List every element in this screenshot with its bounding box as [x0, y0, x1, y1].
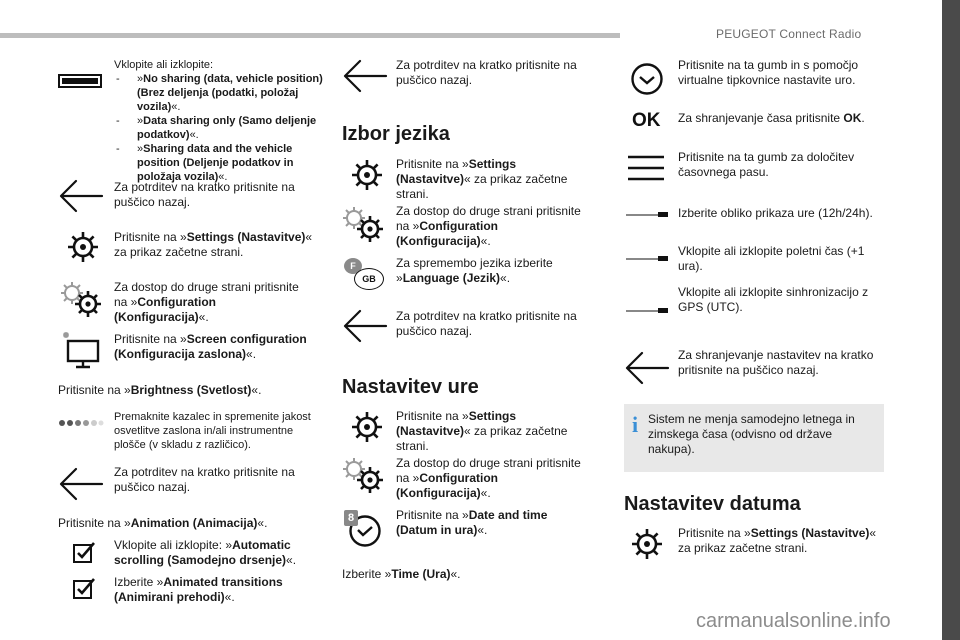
screen-configuration-icon	[58, 330, 104, 370]
language-bubble-f: F	[344, 258, 362, 274]
checkbox-checked-icon	[72, 576, 96, 600]
header-title: PEUGEOT Connect Radio	[716, 27, 862, 41]
page-sidebar	[942, 0, 960, 640]
col2-datetime-text: Pritisnite na »Date and time (Datum in ura)«.	[396, 508, 548, 537]
toggle-line-icon	[624, 210, 670, 220]
settings-gear-icon	[350, 158, 384, 192]
ok-icon: OK	[632, 110, 661, 131]
page-dot: .	[925, 592, 929, 606]
checkbox-checked-icon	[72, 540, 96, 564]
slider-dots-icon	[58, 418, 104, 428]
col3-save-text: Za shranjevanje nastavitev na kratko pritisnite na puščico nazaj.	[678, 348, 874, 377]
col1-brightness-text: Pritisnite na »Brightness (Svetlost)«.	[58, 383, 262, 397]
back-arrow-icon	[58, 178, 104, 214]
col1-transitions-text: Izberite »Animated transitions (Animirani prehodi)«.	[114, 575, 283, 604]
time-section-title: Nastavitev ure	[342, 376, 479, 398]
menu-lines-icon	[626, 154, 666, 182]
col2-language-text: Za spremembo jezika izberite »Language (Jezik)«.	[396, 256, 553, 285]
sharing-option-2: - »Data sharing only (Samo deljenje podatkov)«.	[116, 115, 317, 141]
col2-timeura-text: Izberite »Time (Ura)«.	[342, 567, 461, 581]
calendar-badge: 8	[344, 510, 358, 526]
col1-settings-text: Pritisnite na »Settings (Nastavitve)« za prikaz začetne strani.	[114, 230, 313, 259]
page-number: 17	[924, 612, 938, 626]
back-arrow-icon	[58, 466, 104, 502]
language-section-title: Izbor jezika	[342, 123, 450, 145]
settings-gear-icon	[630, 527, 664, 561]
col3-summer-text: Vklopite ali izklopite poletni čas (+1 ura).	[678, 244, 865, 273]
back-arrow-icon	[624, 350, 670, 386]
col1-config-text: Za dostop do druge strani pritisnite na »Configuration (Konfiguracija)«.	[114, 280, 299, 324]
configuration-gears-icon	[340, 205, 388, 245]
sharing-options	[114, 72, 324, 184]
configuration-gears-icon	[340, 456, 388, 496]
language-bubble-gb: GB	[354, 268, 384, 290]
col3-format-text: Izberite obliko prikaza ure (12h/24h).	[678, 206, 873, 220]
col2-settings-text: Pritisnite na »Settings (Nastavitve)« za prikaz začetne strani.	[396, 157, 568, 201]
col1-back-text-1: Za potrditev na kratko pritisnite na puščico nazaj.	[114, 180, 295, 209]
col3-ok-text: Za shranjevanje časa pritisnite OK.	[678, 111, 865, 125]
settings-gear-icon	[350, 410, 384, 444]
col1-slider-text: Premaknite kazalec in spremenite jakost osvetlitve zaslona in/ali instrumentne plošče (v skladu z različico).	[114, 411, 311, 451]
back-arrow-icon	[342, 58, 388, 94]
col2-settings-text-2: Pritisnite na »Settings (Nastavitve)« za prikaz začetne strani.	[396, 409, 568, 453]
sharing-option-3: - »Sharing data and the vehicle position (Deljenje podatkov in položaja vozila)«.	[116, 143, 294, 183]
col1-back-text-2: Za potrditev na kratko pritisnite na puščico nazaj.	[114, 465, 295, 494]
toggle-line-icon	[624, 254, 670, 264]
col2-back-text-2: Za potrditev na kratko pritisnite na puščico nazaj.	[396, 309, 577, 338]
date-section-title: Nastavitev datuma	[624, 493, 801, 515]
info-icon: i	[632, 412, 639, 437]
settings-gear-icon	[66, 230, 100, 264]
language-bubbles-icon	[344, 256, 386, 292]
note-text: Sistem ne menja samodejno letnega in zimskega časa (odvisno od države nakupa).	[648, 412, 855, 456]
col2-back-text-1: Za potrditev na kratko pritisnite na puščico nazaj.	[396, 58, 577, 87]
col3-keyboard-text: Pritisnite na ta gumb in s pomočjo virtualne tipkovnice nastavite uro.	[678, 58, 859, 87]
col2-config-text-2: Za dostop do druge strani pritisnite na »Configuration (Konfiguracija)«.	[396, 456, 581, 500]
back-arrow-icon	[342, 308, 388, 344]
sharing-block	[114, 58, 324, 184]
col1-autoscroll-text: Vklopite ali izklopite: »Automatic scrolling (Samodejno drsenje)«.	[114, 538, 297, 567]
col3-gps-text: Vklopite ali izklopite sinhronizacijo z GPS (UTC).	[678, 285, 869, 314]
col3-settings-text: Pritisnite na »Settings (Nastavitve)« za prikaz začetne strani.	[678, 526, 877, 555]
date-time-icon	[344, 510, 384, 550]
toggle-line-icon	[624, 306, 670, 316]
sharing-intro: Vklopite ali izklopite:	[114, 59, 214, 71]
sharing-option-1: - »No sharing (data, vehicle position) (Brez deljenja (podatki, položaj vozila)«.	[116, 73, 323, 113]
note-box	[624, 404, 884, 472]
col3-timezone-text: Pritisnite na ta gumb za določitev časovnega pasu.	[678, 150, 855, 179]
configuration-gears-icon	[58, 280, 106, 320]
toggle-switch-icon	[58, 74, 102, 88]
watermark: carmanualsonline.info	[696, 610, 891, 632]
col2-config-text: Za dostop do druge strani pritisnite na »Configuration (Konfiguracija)«.	[396, 204, 581, 248]
col1-screen-text: Pritisnite na »Screen configuration (Konfiguracija zaslona)«.	[114, 332, 307, 361]
col1-animation-text: Pritisnite na »Animation (Animacija)«.	[58, 516, 268, 530]
header-rule	[0, 33, 620, 38]
keyboard-confirm-icon	[630, 62, 664, 96]
